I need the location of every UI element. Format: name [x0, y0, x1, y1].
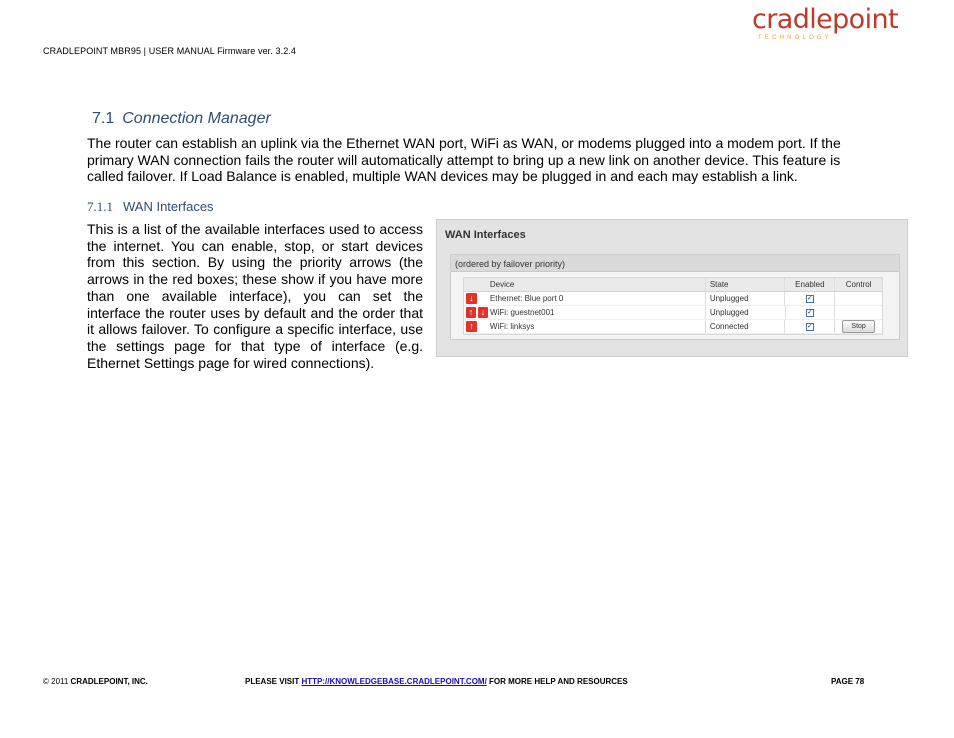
footer-copyright — [43, 677, 148, 686]
arrow-down-icon[interactable]: ↓ — [466, 293, 477, 304]
subsection-heading — [87, 199, 214, 215]
device-state: Connected — [705, 320, 785, 333]
cradlepoint-logo — [752, 4, 902, 44]
screenshot-title: WAN Interfaces — [445, 229, 526, 241]
footer-visit — [245, 677, 628, 686]
priority-arrows — [464, 307, 488, 318]
panel-subtitle: (ordered by failover priority) — [451, 255, 899, 272]
device-state: Unplugged — [705, 292, 785, 305]
header-state: State — [705, 278, 785, 291]
visit-prefix: PLEASE VISIT — [245, 677, 302, 686]
table-header — [464, 278, 882, 292]
knowledgebase-link[interactable]: HTTP://KNOWLEDGEBASE.CRADLEPOINT.COM/ — [301, 677, 487, 686]
enabled-checkbox[interactable]: ✓ — [806, 308, 813, 316]
header-control: Control — [834, 278, 882, 291]
device-name: WiFi: linksys — [489, 322, 535, 331]
wan-interfaces-panel — [450, 254, 900, 340]
section-heading — [92, 110, 271, 128]
page-number: PAGE 78 — [831, 677, 865, 686]
company-name: CRADLEPOINT, INC. — [70, 677, 148, 686]
device-name: Ethernet: Blue port 0 — [489, 294, 564, 303]
control-cell — [834, 292, 882, 305]
arrow-down-icon[interactable]: ↓ — [478, 307, 488, 318]
arrow-up-icon[interactable]: ↑ — [466, 321, 477, 332]
interfaces-table — [463, 277, 883, 335]
enabled-cell — [785, 306, 835, 319]
priority-arrows — [464, 293, 488, 304]
subsection-title: WAN Interfaces — [123, 199, 214, 214]
visit-suffix: FOR MORE HELP AND RESOURCES — [486, 677, 628, 686]
device-name: WiFi: guestnet001 — [490, 308, 555, 317]
logo-tagline: TECHNOLOGY — [758, 35, 833, 41]
wan-interfaces-screenshot — [436, 219, 908, 357]
enabled-checkbox[interactable]: ✓ — [806, 322, 813, 330]
control-cell — [834, 320, 882, 333]
device-state: Unplugged — [705, 306, 785, 319]
subsection-number: 7.1.1 — [87, 199, 113, 214]
subsection-body: This is a list of the available interfaces used to access the internet. You can enable, stop, or start devices from this section. By using the priority arrows (the arrows in the red boxes; these show if you have more than one available interface), you can set the interface the router uses by default and the order that it allows failover. To configure a specific interface, use the settings page for that type of interface (e.g. Ethernet Settings page for wired connections). — [87, 221, 423, 371]
manual-header: CRADLEPOINT MBR95 | USER MANUAL Firmware ver. 3.2.4 — [43, 46, 296, 56]
logo-wordmark: cradlepoint — [752, 4, 899, 35]
header-enabled: Enabled — [784, 278, 834, 291]
section-number: 7.1 — [92, 110, 115, 127]
table-row — [464, 320, 882, 334]
enabled-cell — [784, 292, 834, 305]
section-title: Connection Manager — [122, 110, 271, 127]
control-cell — [834, 306, 882, 319]
section-intro: The router can establish an uplink via the Ethernet WAN port, WiFi as WAN, or modems plugged into a modem port. If the primary WAN connection fails the router will automatically attempt to bring up a new link on another device. This feature is called failover. If Load Balance is enabled, multiple WAN devices may be plugged in and each may establish a link. — [87, 135, 841, 184]
enabled-cell — [784, 320, 834, 333]
table-row — [464, 292, 882, 306]
enabled-checkbox[interactable]: ✓ — [806, 294, 813, 302]
header-device: Device — [489, 280, 515, 289]
copyright-text: © 2011 — [43, 677, 71, 686]
arrow-up-icon[interactable]: ↑ — [466, 307, 476, 318]
priority-arrows — [464, 321, 488, 332]
stop-button[interactable]: Stop — [842, 320, 874, 333]
table-row — [464, 306, 882, 320]
